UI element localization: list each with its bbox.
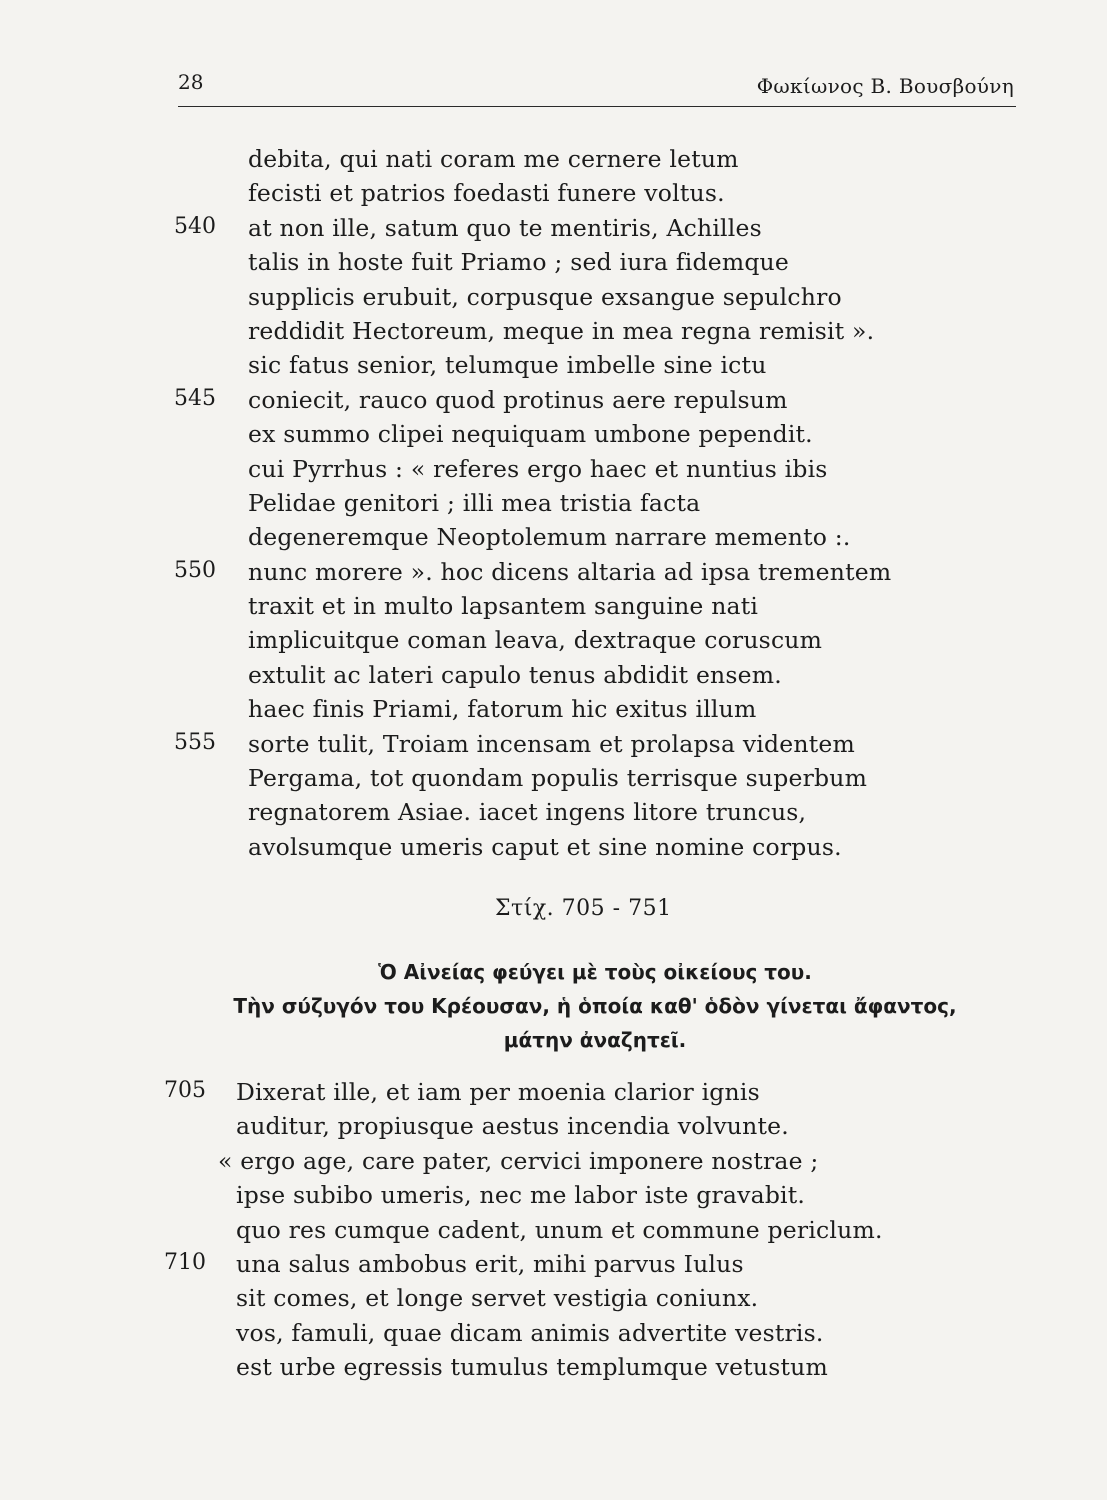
verse-line <box>0 489 1107 523</box>
line-number: 555 <box>174 729 216 755</box>
verse-block-aeneid-705-713 <box>0 1078 1107 1388</box>
verse-text: reddidit Hectoreum, meque in mea regna remisit ». <box>248 316 875 345</box>
running-head <box>178 66 1016 107</box>
verse-text: debita, qui nati coram me cernere letum <box>248 145 739 173</box>
verse-line <box>0 386 1107 420</box>
verse-line <box>0 145 1107 179</box>
verse-line <box>0 695 1107 729</box>
verse-text: sit comes, et longe servet vestigia coniunx. <box>236 1284 759 1313</box>
section-summary <box>160 955 1030 1057</box>
verse-text: degeneremque Neoptolemum narrare memento :. <box>248 523 851 552</box>
verse-line <box>0 248 1107 282</box>
verse-line <box>0 626 1107 660</box>
verse-line <box>0 317 1107 351</box>
verse-line <box>0 455 1107 489</box>
page-number: 28 <box>178 70 204 94</box>
summary-line: μάτην ἀναζητεῖ. <box>503 1028 687 1052</box>
line-number: 550 <box>174 557 216 583</box>
verse-line <box>0 1078 1107 1112</box>
verse-text: coniecit, rauco quod protinus aere repulsum <box>248 385 788 414</box>
summary-line: Τὴν σύζυγόν του Κρέουσαν, ἡ ὁποία καθ' ὁδὸν γίνεται ἄφαντος, <box>233 994 957 1018</box>
verse-text: sorte tulit, Troiam incensam et prolapsa videntem <box>248 729 855 758</box>
verse-line <box>0 420 1107 454</box>
verse-text: sic fatus senior, telumque imbelle sine ictu <box>248 351 767 380</box>
verse-line <box>0 833 1107 867</box>
verse-text: implicuitque coman leava, dextraque coruscum <box>248 626 823 655</box>
verse-text: « ergo age, care pater, cervici imponere nostrae ; <box>218 1146 819 1175</box>
verse-text: extulit ac lateri capulo tenus abdidit ensem. <box>248 660 782 689</box>
verse-text: cui Pyrrhus : « referes ergo haec et nuntius ibis <box>248 454 828 483</box>
summary-line: Ὁ Αἰνείας φεύγει μὲ τοὺς οἰκείους του. <box>378 960 812 984</box>
verse-reference: Στίχ. 705 - 751 <box>495 896 672 921</box>
verse-line <box>0 764 1107 798</box>
verse-text: regnatorem Asiae. iacet ingens litore truncus, <box>248 798 807 827</box>
verse-text: Pergama, tot quondam populis terrisque superbum <box>248 764 868 793</box>
verse-block-aeneid-540-558 <box>0 145 1107 867</box>
verse-line <box>0 661 1107 695</box>
verse-line <box>0 523 1107 557</box>
author-header: Φωκίωνος Β. Βουσβούνη <box>756 74 1014 98</box>
verse-text: avolsumque umeris caput et sine nomine corpus. <box>248 832 842 861</box>
verse-text: vos, famuli, quae dicam animis advertite vestris. <box>236 1318 824 1347</box>
verse-line <box>0 730 1107 764</box>
verse-line <box>0 1284 1107 1318</box>
verse-line <box>0 1112 1107 1146</box>
line-number: 705 <box>164 1078 206 1103</box>
verse-text: haec finis Priami, fatorum hic exitus illum <box>248 695 757 724</box>
verse-line <box>0 1147 1107 1181</box>
verse-line <box>0 592 1107 626</box>
verse-line <box>0 1181 1107 1215</box>
verse-text: quo res cumque cadent, unum et commune periclum. <box>236 1215 883 1244</box>
verse-line <box>0 179 1107 213</box>
verse-text: fecisti et patrios foedasti funere voltus. <box>248 179 725 208</box>
verse-line <box>0 798 1107 832</box>
verse-text: est urbe egressis tumulus templumque vetustum <box>236 1353 828 1382</box>
verse-text: Dixerat ille, et iam per moenia clarior ignis <box>236 1078 760 1106</box>
verse-text: talis in hoste fuit Priamo ; sed iura fidemque <box>248 248 790 277</box>
verse-text: at non ille, satum quo te mentiris, Achilles <box>248 213 762 242</box>
verse-line <box>0 1250 1107 1284</box>
verse-text: Pelidae genitori ; illi mea tristia facta <box>248 488 701 517</box>
verse-text: supplicis erubuit, corpusque exsangue sepulchro <box>248 282 842 311</box>
verse-text: auditur, propiusque aestus incendia volvunte. <box>236 1112 789 1141</box>
line-number: 710 <box>164 1249 206 1275</box>
verse-text: ipse subibo umeris, nec me labor iste gravabit. <box>236 1181 806 1210</box>
verse-text: traxit et in multo lapsantem sanguine nati <box>248 592 759 621</box>
line-number: 540 <box>174 213 216 239</box>
verse-text: una salus ambobus erit, mihi parvus Iulus <box>236 1249 744 1278</box>
verse-line <box>0 558 1107 592</box>
line-number: 545 <box>174 385 216 411</box>
verse-text: ex summo clipei nequiquam umbone pependit. <box>248 420 813 449</box>
verse-line <box>0 351 1107 385</box>
verse-line <box>0 1216 1107 1250</box>
verse-text: nunc morere ». hoc dicens altaria ad ipsa trementem <box>248 557 892 586</box>
verse-line <box>0 1319 1107 1353</box>
verse-line <box>0 214 1107 248</box>
verse-line <box>0 283 1107 317</box>
verse-line <box>0 1353 1107 1387</box>
